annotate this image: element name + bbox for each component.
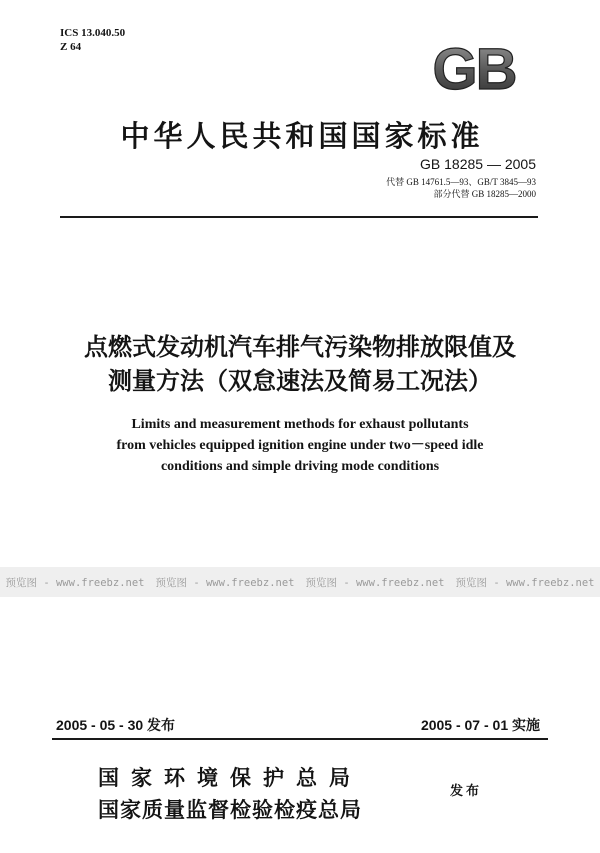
- issuer-line-2: 国家质量监督检验检疫总局: [98, 797, 362, 822]
- chinese-title-line-2: 测量方法（双怠速法及简易工况法）: [108, 367, 492, 395]
- watermark-band: [0, 567, 600, 597]
- header-divider: [60, 216, 538, 218]
- issuing-authorities: [98, 762, 362, 826]
- publish-label: 发布: [450, 784, 483, 799]
- watermark-text: 预览图 - www.freebz.net: [155, 576, 295, 589]
- watermark-text: 预览图 - www.freebz.net: [455, 576, 595, 589]
- replaces-line: 代替 GB 14761.5—93、GB/T 3845—93: [386, 177, 536, 187]
- implementation-date: 2005 - 07 - 01 实施: [420, 717, 540, 733]
- english-title-line-1: Limits and measurement methods for exhaust pollutants: [131, 417, 469, 432]
- english-title: [60, 414, 540, 477]
- ics-code: ICS 13.040.50: [60, 27, 126, 39]
- gb-logo: [428, 42, 520, 94]
- chinese-title: [40, 330, 560, 398]
- replacement-info: [386, 176, 536, 200]
- issuer-line-1: 国家环境保护总局: [98, 765, 362, 790]
- chinese-title-line-1: 点燃式发动机汽车排气污染物排放限值及: [84, 333, 516, 361]
- classification-codes: [60, 26, 125, 54]
- category-code: Z 64: [60, 41, 82, 53]
- gb-logo-text: GB: [432, 42, 516, 94]
- english-title-line-2: from vehicles equipped ignition engine under two－speed idle: [116, 438, 484, 453]
- footer-divider: [52, 738, 548, 740]
- national-standard-title: 中华人民共和国国家标准: [120, 119, 484, 153]
- watermark-text: 预览图 - www.freebz.net: [5, 576, 145, 589]
- standard-number: GB 18285 — 2005: [420, 156, 536, 172]
- partial-replaces-line: 部分代替 GB 18285—2000: [433, 189, 536, 199]
- english-title-line-3: conditions and simple driving mode conditions: [160, 459, 440, 474]
- issue-date: 2005 - 05 - 30 发布: [56, 717, 176, 733]
- watermark-text: 预览图 - www.freebz.net: [305, 576, 445, 589]
